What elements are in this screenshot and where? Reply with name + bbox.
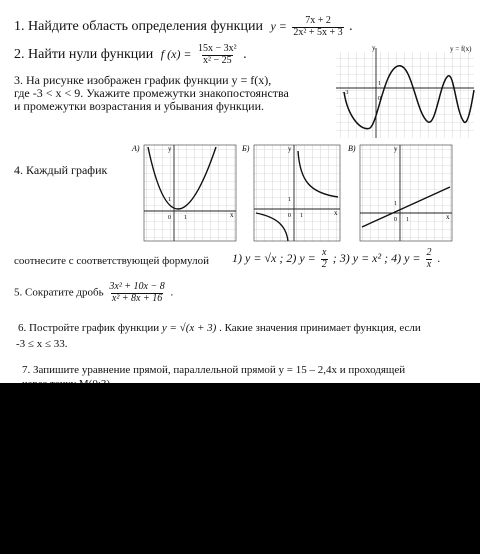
task-1-tail: .	[349, 19, 353, 35]
graph-b-tag: Б)	[242, 144, 250, 153]
task-2-text: 2. Найти нули функции	[14, 47, 154, 63]
black-overlay	[0, 383, 480, 554]
graph-b-grid	[254, 145, 340, 241]
formula-2-lhs: 2) y =	[286, 250, 316, 265]
formula-2-fraction	[321, 248, 328, 270]
task-1-lhs: y =	[270, 19, 287, 34]
formula-4-fraction	[426, 248, 433, 270]
graph-f-tick-zero: 0	[378, 96, 381, 102]
graph-a-one-y: 1	[168, 197, 171, 203]
graph-a-grid	[144, 145, 236, 241]
graph-a-zero: 0	[168, 215, 171, 221]
task-6-text-b: . Какие значения принимает функция, если	[219, 322, 421, 334]
graph-c	[346, 141, 456, 243]
task-2-denominator: x² − 25	[203, 54, 232, 66]
formula-2-den: 2	[321, 258, 327, 270]
task-3-line-1: 3. На рисунке изображен график функции y = f(x),	[14, 73, 272, 87]
graph-a-one-x: 1	[184, 215, 187, 221]
task-5-fraction	[108, 282, 165, 304]
graph-a-tag: А)	[132, 144, 140, 153]
graph-c-tag: В)	[348, 144, 356, 153]
task-1-denominator: 2x² + 5x + 3	[293, 26, 343, 38]
graph-c-one-x: 1	[406, 217, 409, 223]
graph-a-y-label: y	[168, 145, 172, 153]
graph-c-y-label: y	[394, 145, 398, 153]
graph-f-tick-neg3: −3	[342, 90, 349, 96]
task-4-match	[14, 256, 209, 267]
graph-b-one-y: 1	[288, 197, 291, 203]
task-3-line-3: и промежутки возрастания и убывания функции.	[14, 99, 265, 113]
task-4-formulas	[232, 248, 441, 270]
graph-b-zero: 0	[288, 213, 291, 219]
graph-a	[130, 141, 240, 243]
task-4-match-text: соотнесите с соответствующей формулой	[14, 255, 209, 267]
task-2	[14, 44, 247, 66]
graph-f-func-label: y = f(x)	[450, 45, 472, 53]
graph-b	[240, 141, 344, 243]
formula-tail: .	[437, 250, 441, 265]
task-6-line-1	[18, 323, 421, 334]
task-5-text: 5. Сократите дробь	[14, 286, 104, 299]
graph-c-one-y: 1	[394, 201, 397, 207]
graph-c-zero: 0	[394, 217, 397, 223]
task-5-numerator: 3x² + 10x − 8	[109, 281, 165, 292]
task-2-numerator: 15x − 3x²	[198, 43, 237, 54]
task-2-fraction	[197, 44, 238, 66]
formula-3-4: ; 3) y = x² ; 4) y =	[332, 250, 421, 265]
task-6-func: y = √(x + 3)	[161, 322, 217, 334]
graph-c-x-label: x	[446, 213, 450, 221]
formula-4-num: 2	[426, 247, 432, 258]
graph-f-of-x	[332, 42, 478, 140]
task-1	[14, 16, 353, 38]
task-6-line-2: -3 ≤ x ≤ 33.	[16, 338, 68, 350]
task-1-text: 1. Найдите область определения функции	[14, 19, 263, 35]
task-2-tail: .	[243, 47, 247, 63]
graph-f-tick-one: 1	[378, 81, 381, 87]
task-2-lhs: f (x) =	[160, 47, 192, 62]
task-5-denominator: x² + 8x + 16	[111, 292, 163, 304]
task-6-text-a: 6. Постройте график функции	[18, 322, 160, 334]
graph-b-x-label: x	[334, 209, 338, 217]
task-1-numerator: 7x + 2	[305, 15, 331, 26]
task-5-tail: .	[170, 286, 174, 299]
graph-f-grid	[336, 52, 474, 138]
formula-4-den: x	[426, 258, 432, 270]
task-1-fraction	[292, 16, 343, 38]
graph-b-one-x: 1	[300, 213, 303, 219]
graph-f-y-label: y	[372, 44, 376, 52]
task-7-line-1: 7. Запишите уравнение прямой, параллельной прямой y = 15 – 2,4x и проходящей	[22, 364, 406, 376]
task-5	[14, 282, 173, 304]
task-3-line-2: где -3 < x < 9. Укажите промежутки знакопостоянства	[14, 86, 289, 100]
formula-1: 1) y = √x ;	[232, 250, 284, 265]
graph-b-y-label: y	[288, 145, 292, 153]
formula-2-num: x	[322, 247, 327, 258]
task-4-text: 4. Каждый график	[14, 163, 108, 177]
graph-a-x-label: x	[230, 211, 234, 219]
